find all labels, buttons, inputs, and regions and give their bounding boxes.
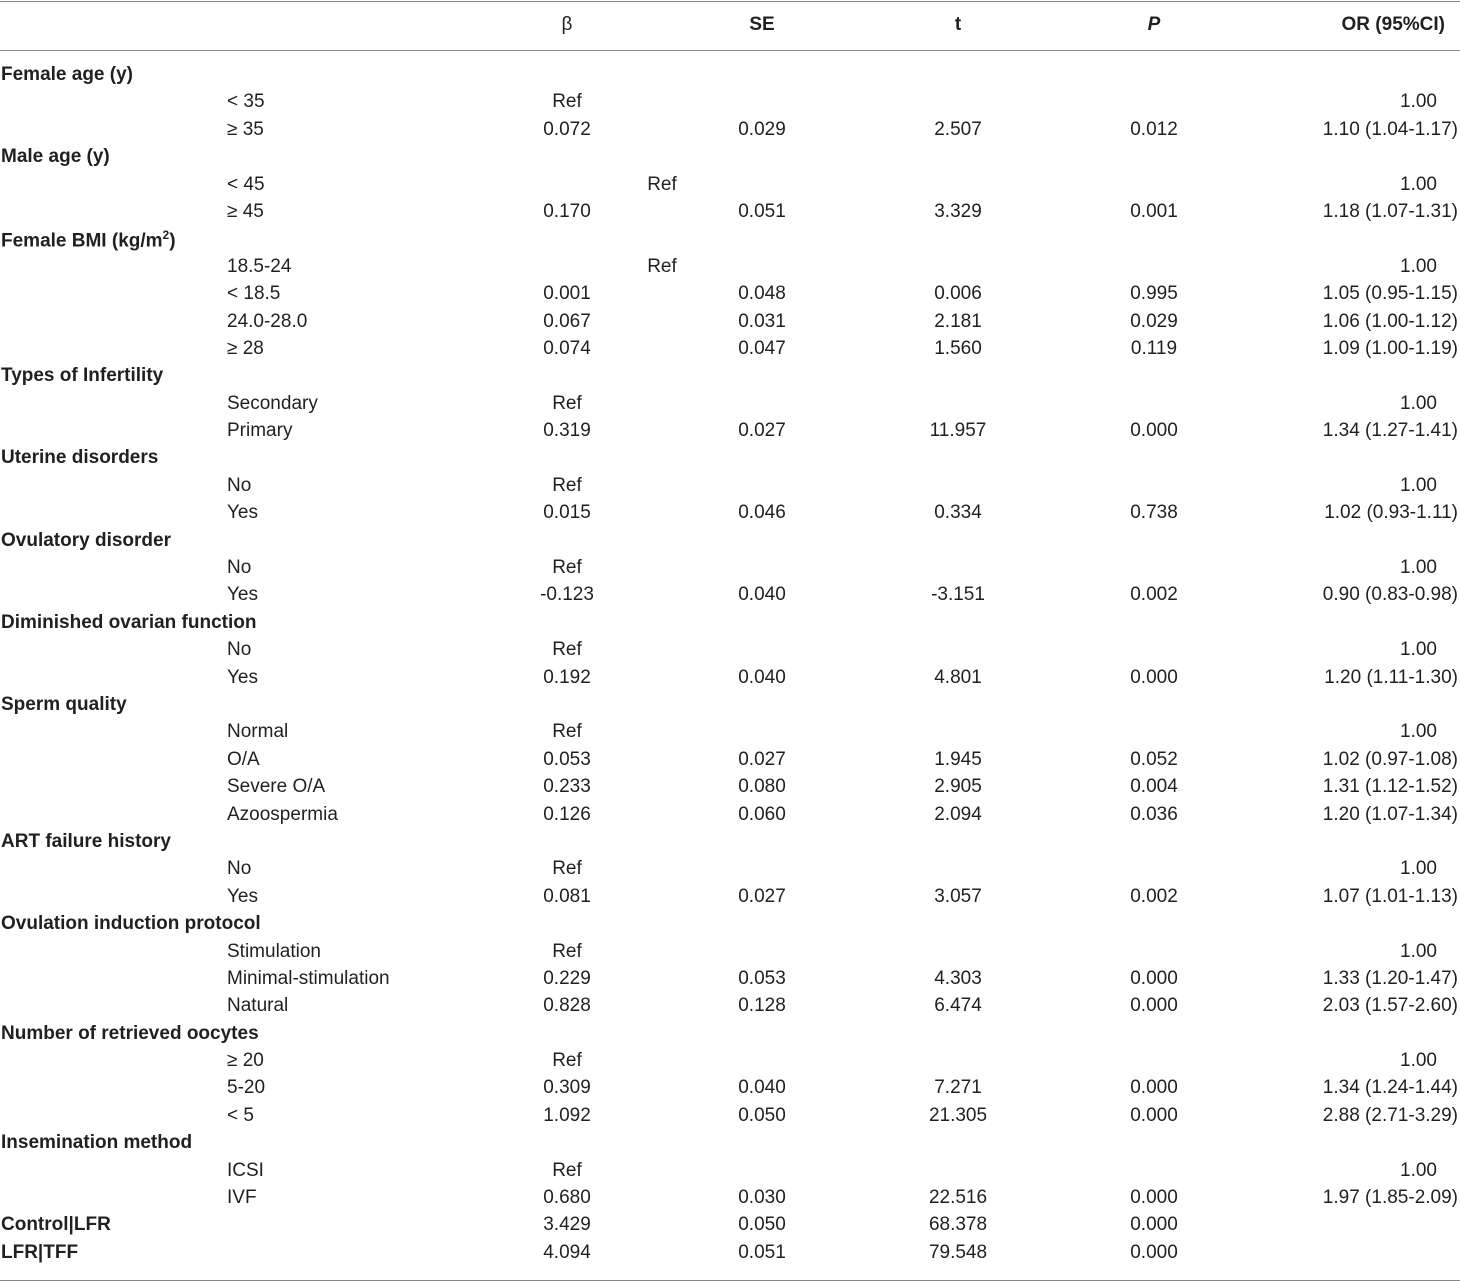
table-row [0,336,1460,363]
table-row [0,911,1460,938]
row-category-label [1,913,261,935]
cell-beta: 0.126 [543,803,591,825]
category-suffix: ) [169,230,176,252]
cell-or: 1.05 (0.95-1.15) [1322,283,1458,305]
cell-t: 0.006 [934,283,982,305]
cell-se: 0.053 [738,967,786,989]
cell-beta: Ref [552,940,582,962]
category-text: Types of Infertility [1,365,164,387]
table-row [0,939,1460,966]
table-row [0,665,1460,692]
cell-p: 0.119 [1130,337,1178,359]
cell-or: 1.00 [1400,255,1437,277]
category-text: Ovulation induction protocol [1,913,261,935]
cell-p: 0.052 [1130,748,1178,770]
cell-se: 0.051 [738,200,786,222]
row-category-label [1,530,171,552]
cell-or: 1.00 [1400,91,1437,113]
row-level-label: Primary [227,420,293,442]
cell-p: 0.004 [1130,776,1178,798]
row-level-label: No [227,858,252,880]
row-category-label [1,1023,259,1045]
row-level-label: < 18.5 [227,283,281,305]
cell-beta: 0.081 [543,885,591,907]
cell-or: 1.00 [1400,1159,1437,1181]
table-row [0,692,1460,719]
row-level-label: Severe O/A [227,776,326,798]
cell-se: 0.128 [738,995,786,1017]
cell-beta: Ref [552,721,582,743]
cell-p: 0.000 [1130,666,1178,688]
cell-beta: 0.067 [543,310,591,332]
cell-or: 1.00 [1400,1050,1437,1072]
cell-beta: 0.319 [543,420,591,442]
header-rule [0,50,1460,51]
cell-t: 2.507 [934,118,982,140]
cell-se: 0.046 [738,502,786,524]
cell-beta: 4.094 [543,1241,591,1263]
cell-beta: Ref [552,474,582,496]
category-superscript: 2 [162,228,170,243]
cell-or: 1.10 (1.04-1.17) [1322,118,1458,140]
row-category-label [1,694,127,716]
cell-beta: Ref [552,392,582,414]
table-row [0,473,1460,500]
row-level-label: No [227,557,252,579]
cell-p: 0.995 [1130,283,1178,305]
cell-se: 0.060 [738,803,786,825]
header-t: t [954,14,962,35]
cell-t: 2.094 [934,803,982,825]
cell-p: 0.000 [1130,420,1178,442]
cell-or: 1.02 (0.93-1.11) [1324,502,1458,524]
table-row [0,226,1460,253]
cell-se: 0.040 [738,584,786,606]
table-row [0,1075,1460,1102]
cell-or: 1.00 [1400,392,1437,414]
cell-t: 3.329 [934,200,982,222]
cell-se: 0.050 [738,1104,786,1126]
row-level-label: < 5 [227,1104,254,1126]
cell-p: 0.000 [1130,1241,1178,1263]
category-text: Diminished ovarian function [1,611,257,633]
row-category-label [1,365,163,387]
row-level-label: IVF [227,1187,257,1209]
category-text: ART failure history [1,830,171,852]
cell-p: 0.000 [1130,1214,1178,1236]
row-level-label: LFR|TFF [1,1241,79,1263]
category-text: Female age (y) [1,64,133,85]
table-header [0,0,1460,50]
table-row [0,993,1460,1020]
row-level-label: < 35 [227,91,265,113]
row-level-label: Azoospermia [227,803,338,825]
cell-p: 0.002 [1130,584,1178,606]
row-category-label [1,831,171,853]
cell-t: 0.334 [934,502,982,524]
table-row [0,1212,1460,1239]
cell-t: 22.516 [928,1187,988,1209]
cell-se: 0.047 [738,337,786,359]
table-row [0,555,1460,582]
bottom-rule [0,1280,1460,1281]
cell-t: 11.957 [929,420,987,442]
row-level-label: Minimal-stimulation [227,967,390,989]
cell-p: 0.002 [1130,885,1178,907]
cell-or: 1.31 (1.12-1.52) [1322,776,1458,798]
cell-or: 1.09 (1.00-1.19) [1322,337,1458,359]
header-se: SE [749,14,775,35]
table-body [0,62,1460,1267]
table-row [0,1021,1460,1048]
table-row [0,528,1460,555]
cell-beta: 0.828 [543,995,591,1017]
cell-or: 1.00 [1400,858,1437,880]
row-level-label: Yes [227,502,258,524]
cell-or: 1.07 (1.01-1.13) [1322,885,1458,907]
header-or: OR (95%CI) [1341,14,1445,35]
cell-t: 21.305 [928,1104,988,1126]
table-row [0,966,1460,993]
cell-p: 0.000 [1130,967,1178,989]
cell-or: 0.90 (0.83-0.98) [1322,584,1458,606]
table-row [0,719,1460,746]
cell-or: 1.34 (1.24-1.44) [1322,1077,1458,1099]
row-category-label [1,228,176,252]
cell-beta: 0.309 [543,1077,591,1099]
cell-beta: Ref [552,639,582,661]
table-row [0,829,1460,856]
category-text: Number of retrieved oocytes [1,1022,259,1044]
cell-p: 0.738 [1130,502,1178,524]
cell-se: 0.040 [738,1077,786,1099]
row-category-label [1,146,110,168]
cell-se: 0.050 [738,1214,786,1236]
table-row [0,1158,1460,1185]
row-level-label: Yes [227,885,258,907]
table-row [0,637,1460,664]
table-row [0,774,1460,801]
row-level-label: Yes [227,584,258,606]
category-text: Insemination method [1,1132,193,1154]
cell-beta: Ref [552,91,582,113]
cell-t: 1.945 [934,748,982,770]
cell-t: 7.271 [934,1077,982,1099]
table-row [0,281,1460,308]
cell-p: 0.000 [1130,1104,1178,1126]
row-level-label: No [227,474,252,496]
row-level-label: Control|LFR [1,1214,111,1236]
cell-or: 1.18 (1.07-1.31) [1322,200,1458,222]
category-text: Sperm quality [1,693,127,715]
cell-t: 2.905 [934,776,982,798]
cell-beta: 0.072 [543,118,591,140]
cell-p: 0.001 [1130,200,1178,222]
row-level-label: ≥ 28 [227,337,264,359]
cell-beta: Ref [552,557,582,579]
row-level-label: 5-20 [227,1077,266,1099]
cell-beta: 3.429 [543,1214,591,1236]
table-row [0,89,1460,116]
cell-beta: Ref [647,173,677,195]
cell-se: 0.051 [738,1241,786,1263]
cell-se: 0.030 [738,1187,786,1209]
table-row [0,856,1460,883]
table-row [0,363,1460,390]
row-level-label: 24.0-28.0 [227,310,308,332]
cell-or: 1.34 (1.27-1.41) [1322,420,1458,442]
cell-t: 3.057 [934,885,982,907]
category-text: Ovulatory disorder [1,529,171,551]
category-text: Uterine disorders [1,447,159,469]
table-row [0,1185,1460,1212]
table-row [0,500,1460,527]
cell-beta: 0.680 [543,1187,591,1209]
cell-or: 1.97 (1.85-2.09) [1322,1187,1458,1209]
cell-or: 1.00 [1400,721,1437,743]
table-row [0,254,1460,281]
table-row [0,1240,1460,1267]
cell-t: 68.378 [928,1214,988,1236]
cell-p: 0.029 [1130,310,1178,332]
cell-p: 0.000 [1130,995,1178,1017]
table-row [0,1048,1460,1075]
cell-p: 0.000 [1130,1187,1178,1209]
row-category-label [1,447,158,469]
cell-beta: Ref [552,1159,582,1181]
cell-beta: 0.015 [543,502,591,524]
table-row [0,445,1460,472]
cell-or: 1.00 [1400,474,1437,496]
table-row [0,172,1460,199]
header-p: P [1147,14,1161,35]
row-level-label: Secondary [227,392,318,414]
row-category-label [1,612,256,634]
cell-t: -3.151 [931,584,985,606]
row-level-label: ICSI [227,1159,264,1181]
cell-se: 0.027 [738,885,786,907]
cell-or: 1.00 [1400,639,1437,661]
cell-beta: Ref [647,255,677,277]
cell-t: 1.560 [934,337,982,359]
table-row [0,747,1460,774]
category-text: Female BMI (kg/m [1,230,163,252]
row-level-label: ≥ 20 [227,1050,264,1072]
cell-beta: -0.123 [540,584,594,606]
cell-t: 4.801 [934,666,982,688]
row-level-label: Stimulation [227,940,321,962]
cell-or: 1.20 (1.11-1.30) [1324,666,1458,688]
cell-se: 0.040 [738,666,786,688]
table-row [0,1130,1460,1157]
table-row [0,62,1460,89]
row-level-label: < 45 [227,173,265,195]
table-row [0,582,1460,609]
row-level-label: No [227,639,252,661]
cell-se: 0.027 [738,420,786,442]
cell-se: 0.029 [738,118,786,140]
cell-beta: Ref [552,858,582,880]
cell-se: 0.080 [738,776,786,798]
row-level-label: O/A [227,748,260,770]
cell-beta: 1.092 [543,1104,591,1126]
row-level-label: Yes [227,666,258,688]
cell-or: 1.02 (0.97-1.08) [1322,748,1458,770]
table-row [0,144,1460,171]
row-level-label: Normal [227,721,289,743]
cell-p: 0.000 [1130,1077,1178,1099]
table-row [0,1103,1460,1130]
cell-se: 0.027 [738,748,786,770]
cell-beta: 0.074 [543,337,591,359]
table-row [0,802,1460,829]
cell-se: 0.031 [738,310,786,332]
table-row [0,117,1460,144]
category-text: Male age (y) [1,146,110,168]
cell-se: 0.048 [738,283,786,305]
cell-or: 1.20 (1.07-1.34) [1322,803,1458,825]
table-row [0,199,1460,226]
table-row [0,610,1460,637]
cell-beta: 0.192 [543,666,591,688]
cell-or: 2.03 (1.57-2.60) [1322,995,1458,1017]
cell-beta: 0.053 [543,748,591,770]
cell-t: 79.548 [928,1241,988,1263]
cell-t: 6.474 [934,995,982,1017]
cell-p: 0.012 [1130,118,1178,140]
header-beta: β [561,14,573,35]
row-category-label [1,1132,192,1154]
row-category-label [1,64,133,86]
cell-or: 1.33 (1.20-1.47) [1322,967,1458,989]
cell-p: 0.036 [1130,803,1178,825]
row-level-label: 18.5-24 [227,255,292,277]
table-row [0,309,1460,336]
cell-or: 1.00 [1400,940,1437,962]
row-level-label: ≥ 45 [227,200,264,222]
row-level-label: ≥ 35 [227,118,264,140]
row-level-label: Natural [227,995,289,1017]
cell-beta: 0.233 [543,776,591,798]
cell-or: 1.00 [1400,173,1437,195]
table-row [0,418,1460,445]
cell-t: 2.181 [934,310,982,332]
cell-beta: 0.170 [543,200,591,222]
cell-or: 2.88 (2.71-3.29) [1322,1104,1458,1126]
cell-beta: 0.001 [543,283,591,305]
cell-t: 4.303 [934,967,982,989]
cell-or: 1.06 (1.00-1.12) [1322,310,1458,332]
cell-beta: 0.229 [543,967,591,989]
table-row [0,391,1460,418]
cell-or: 1.00 [1400,557,1437,579]
table-row [0,884,1460,911]
cell-beta: Ref [552,1050,582,1072]
